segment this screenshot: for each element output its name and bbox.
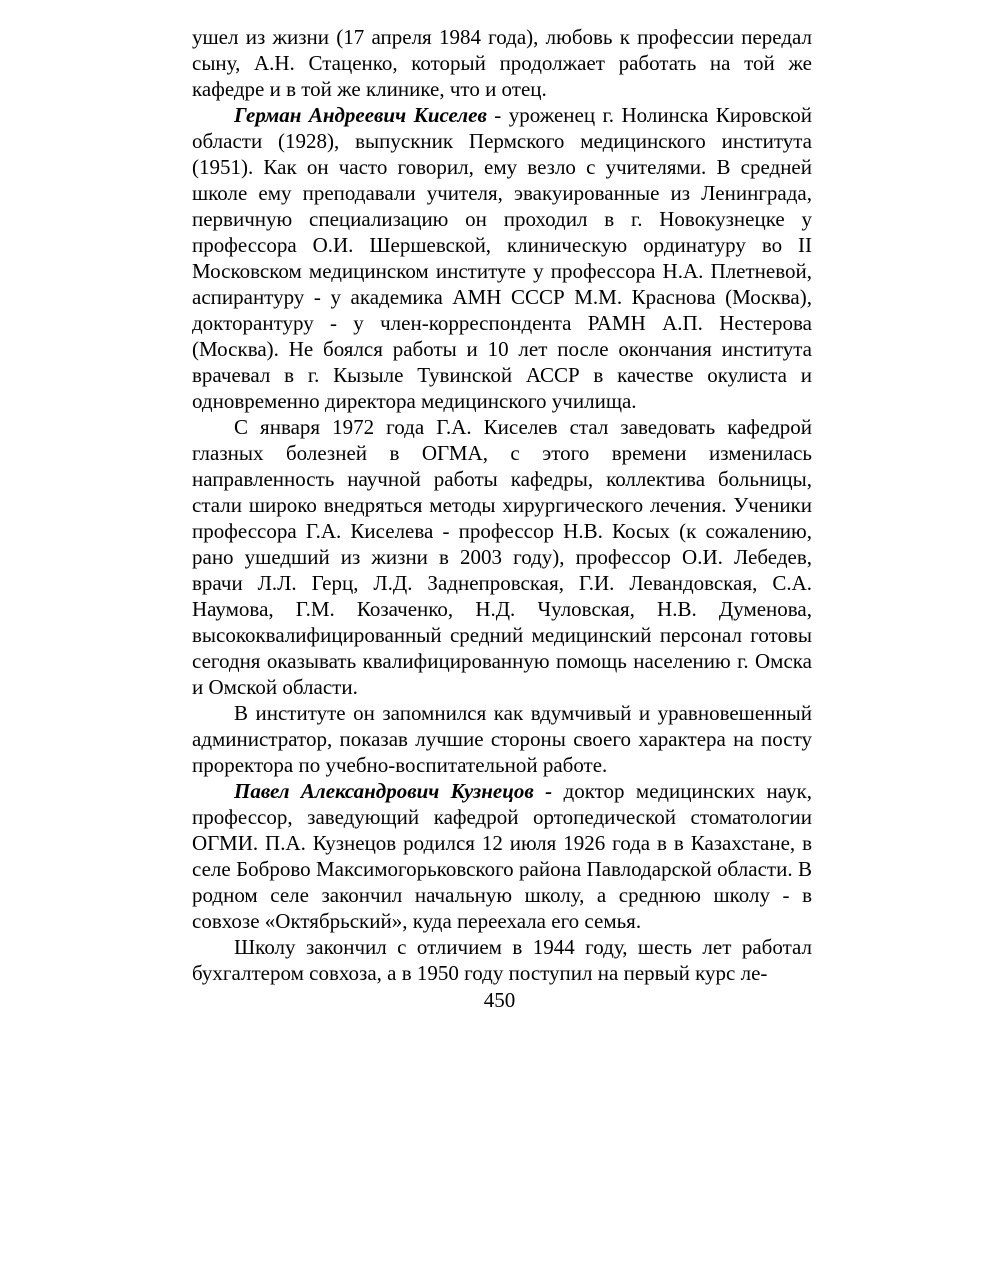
body-text [192,24,812,986]
paragraph-6 [192,934,812,986]
paragraph-4-text: В институте он запомнился как вдумчивый и уравновешенный администратор, показав лучшие стороны своего характера на посту проректора по учебно-воспитательной работе. [192,701,812,777]
paragraph-3-text: С января 1972 года Г.А. Киселев стал заведовать кафедрой глазных болезней в ОГМА, с этого времени изменилась направленность научной работы кафедры, коллектива больницы, стали широко внедряться методы хирургического лечения. Ученики профессора Г.А. Киселева - профессор Н.В. Косых (к сожалению, рано ушедший из жизни в 2003 году), профессор О.И. Лебедев, врачи Л.Л. Герц, Л.Д. Заднепровская, Г.И. Левандовская, С.А. Наумова, Г.М. Козаченко, Н.Д. Чуловская, Н.В. Думенова, высококвалифицированный средний медицинский персонал готовы сегодня оказывать квалифицированную помощь населению г. Омска и Омской области. [192,415,812,699]
paragraph-2-text: - уроженец г. Нолинска Кировской области (1928), выпускник Пермского медицинского института (1951). Как он часто говорил, ему везло с учителями. В средней школе ему преподавали учителя, эвакуированные из Ленинграда, первичную специализацию он проходил в г. Новокузнецке у профессора О.И. Шершевской, клиническую ординатуру во II Московском медицинском институте у профессора Н.А. Плетневой, аспирантуру - у академика АМН СССР М.М. Краснова (Москва), докторантуру - у член-корреспондента РАМН А.П. Нестерова (Москва). Не боялся работы и 10 лет после окончания института врачевал в г. Кызыле Тувинской АССР в качестве окулиста и одновременно директора медицинского училища. [192,103,813,413]
paragraph-3 [192,414,812,700]
paragraph-4 [192,700,812,778]
paragraph-1 [192,24,812,102]
person-name-kiselev: Герман Андреевич Киселев [234,103,487,127]
paragraph-5 [192,778,812,934]
paragraph-6-text: Школу закончил с отличием в 1944 году, шесть лет работал бухгалтером совхоза, а в 1950 году поступил на первый курс ле- [192,935,812,985]
paragraph-5-text: доктор медицинских наук, профессор, заведующий кафедрой ортопедической стоматологии ОГМИ. П.А. Кузнецов родился 12 июля 1926 года в в Казахстане, в селе Боброво Максимогорьковского района Павлодарской области. В родном селе закончил начальную школу, а среднюю школу - в совхозе «Октябрьский», куда переехала его семья. [192,779,812,933]
page-number: 450 [483,988,516,1012]
person-name-kuznetsov: Павел Александрович Кузнецов - [234,779,553,803]
paragraph-1-text: ушел из жизни (17 апреля 1984 года), любовь к профессии передал сыну, А.Н. Стаценко, который продолжает работать на той же кафедре и в той же клинике, что и отец. [192,25,812,101]
paragraph-2 [192,102,812,414]
